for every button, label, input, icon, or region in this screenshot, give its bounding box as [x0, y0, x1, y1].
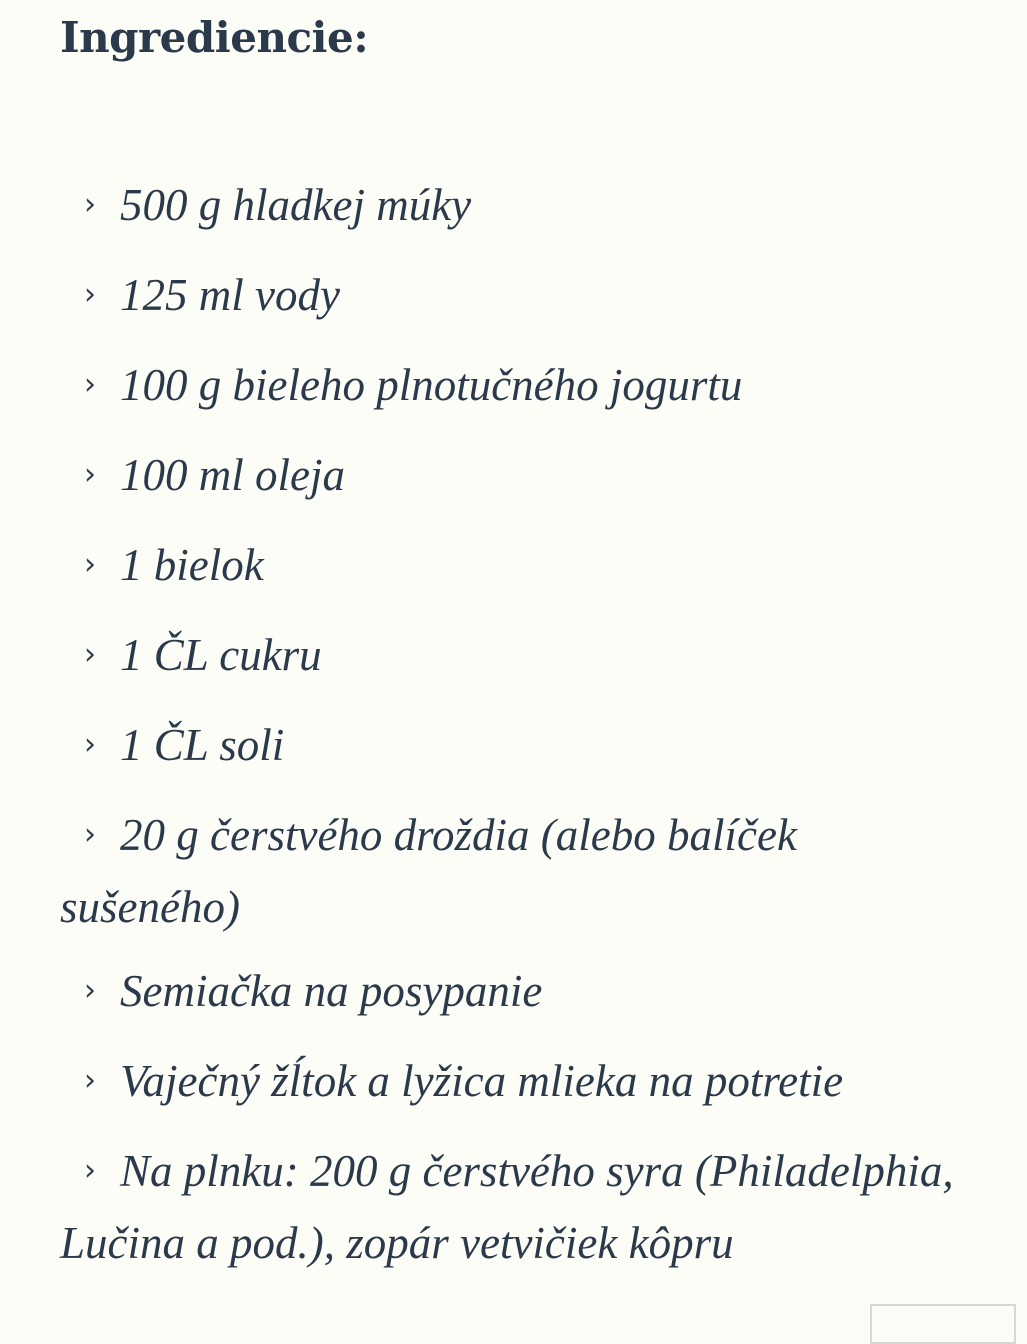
- ingredient-text: Vaječný žĺtok a lyžica mlieka na potretie: [120, 1056, 844, 1106]
- ingredient-item: [60, 442, 980, 514]
- ingredient-item: [60, 802, 980, 940]
- ingredient-text: Semiačka na posypanie: [120, 966, 543, 1016]
- chevron-right-icon: ›: [84, 547, 96, 582]
- ingredient-text: 500 g hladkej múky: [120, 180, 472, 230]
- chevron-right-icon: ›: [84, 973, 96, 1008]
- ingredient-text: 20 g čerstvého droždia (alebo balíček sušeného): [60, 810, 797, 932]
- ingredient-text: 1 ČL cukru: [120, 630, 322, 680]
- ingredient-item: [60, 958, 980, 1030]
- ingredient-list: [60, 172, 980, 1276]
- chevron-right-icon: ›: [84, 187, 96, 222]
- ingredient-item: [60, 1048, 980, 1120]
- ingredients-section: [60, 0, 980, 1294]
- ingredient-item: [60, 1138, 980, 1276]
- chevron-right-icon: ›: [84, 1153, 96, 1188]
- chevron-right-icon: ›: [84, 1063, 96, 1098]
- chevron-right-icon: ›: [84, 817, 96, 852]
- ingredient-item: [60, 352, 980, 424]
- ingredient-item: [60, 622, 980, 694]
- ingredient-item: [60, 532, 980, 604]
- ingredient-text: 100 ml oleja: [120, 450, 345, 500]
- chevron-right-icon: ›: [84, 457, 96, 492]
- floating-button-edge[interactable]: [870, 1304, 1016, 1344]
- chevron-right-icon: ›: [84, 727, 96, 762]
- chevron-right-icon: ›: [84, 367, 96, 402]
- ingredient-text: 1 bielok: [120, 540, 264, 590]
- ingredient-text: 1 ČL soli: [120, 720, 285, 770]
- ingredient-text: 100 g bieleho plnotučného jogurtu: [120, 360, 743, 410]
- ingredient-text: 125 ml vody: [120, 270, 340, 320]
- ingredient-item: [60, 262, 980, 334]
- ingredient-text: Na plnku: 200 g čerstvého syra (Philadelphia, Lučina a pod.), zopár vetvičiek kôpru: [60, 1146, 954, 1268]
- ingredient-item: [60, 712, 980, 784]
- chevron-right-icon: ›: [84, 637, 96, 672]
- chevron-right-icon: ›: [84, 277, 96, 312]
- ingredient-item: [60, 172, 980, 244]
- section-heading: Ingrediencie:: [60, 13, 369, 62]
